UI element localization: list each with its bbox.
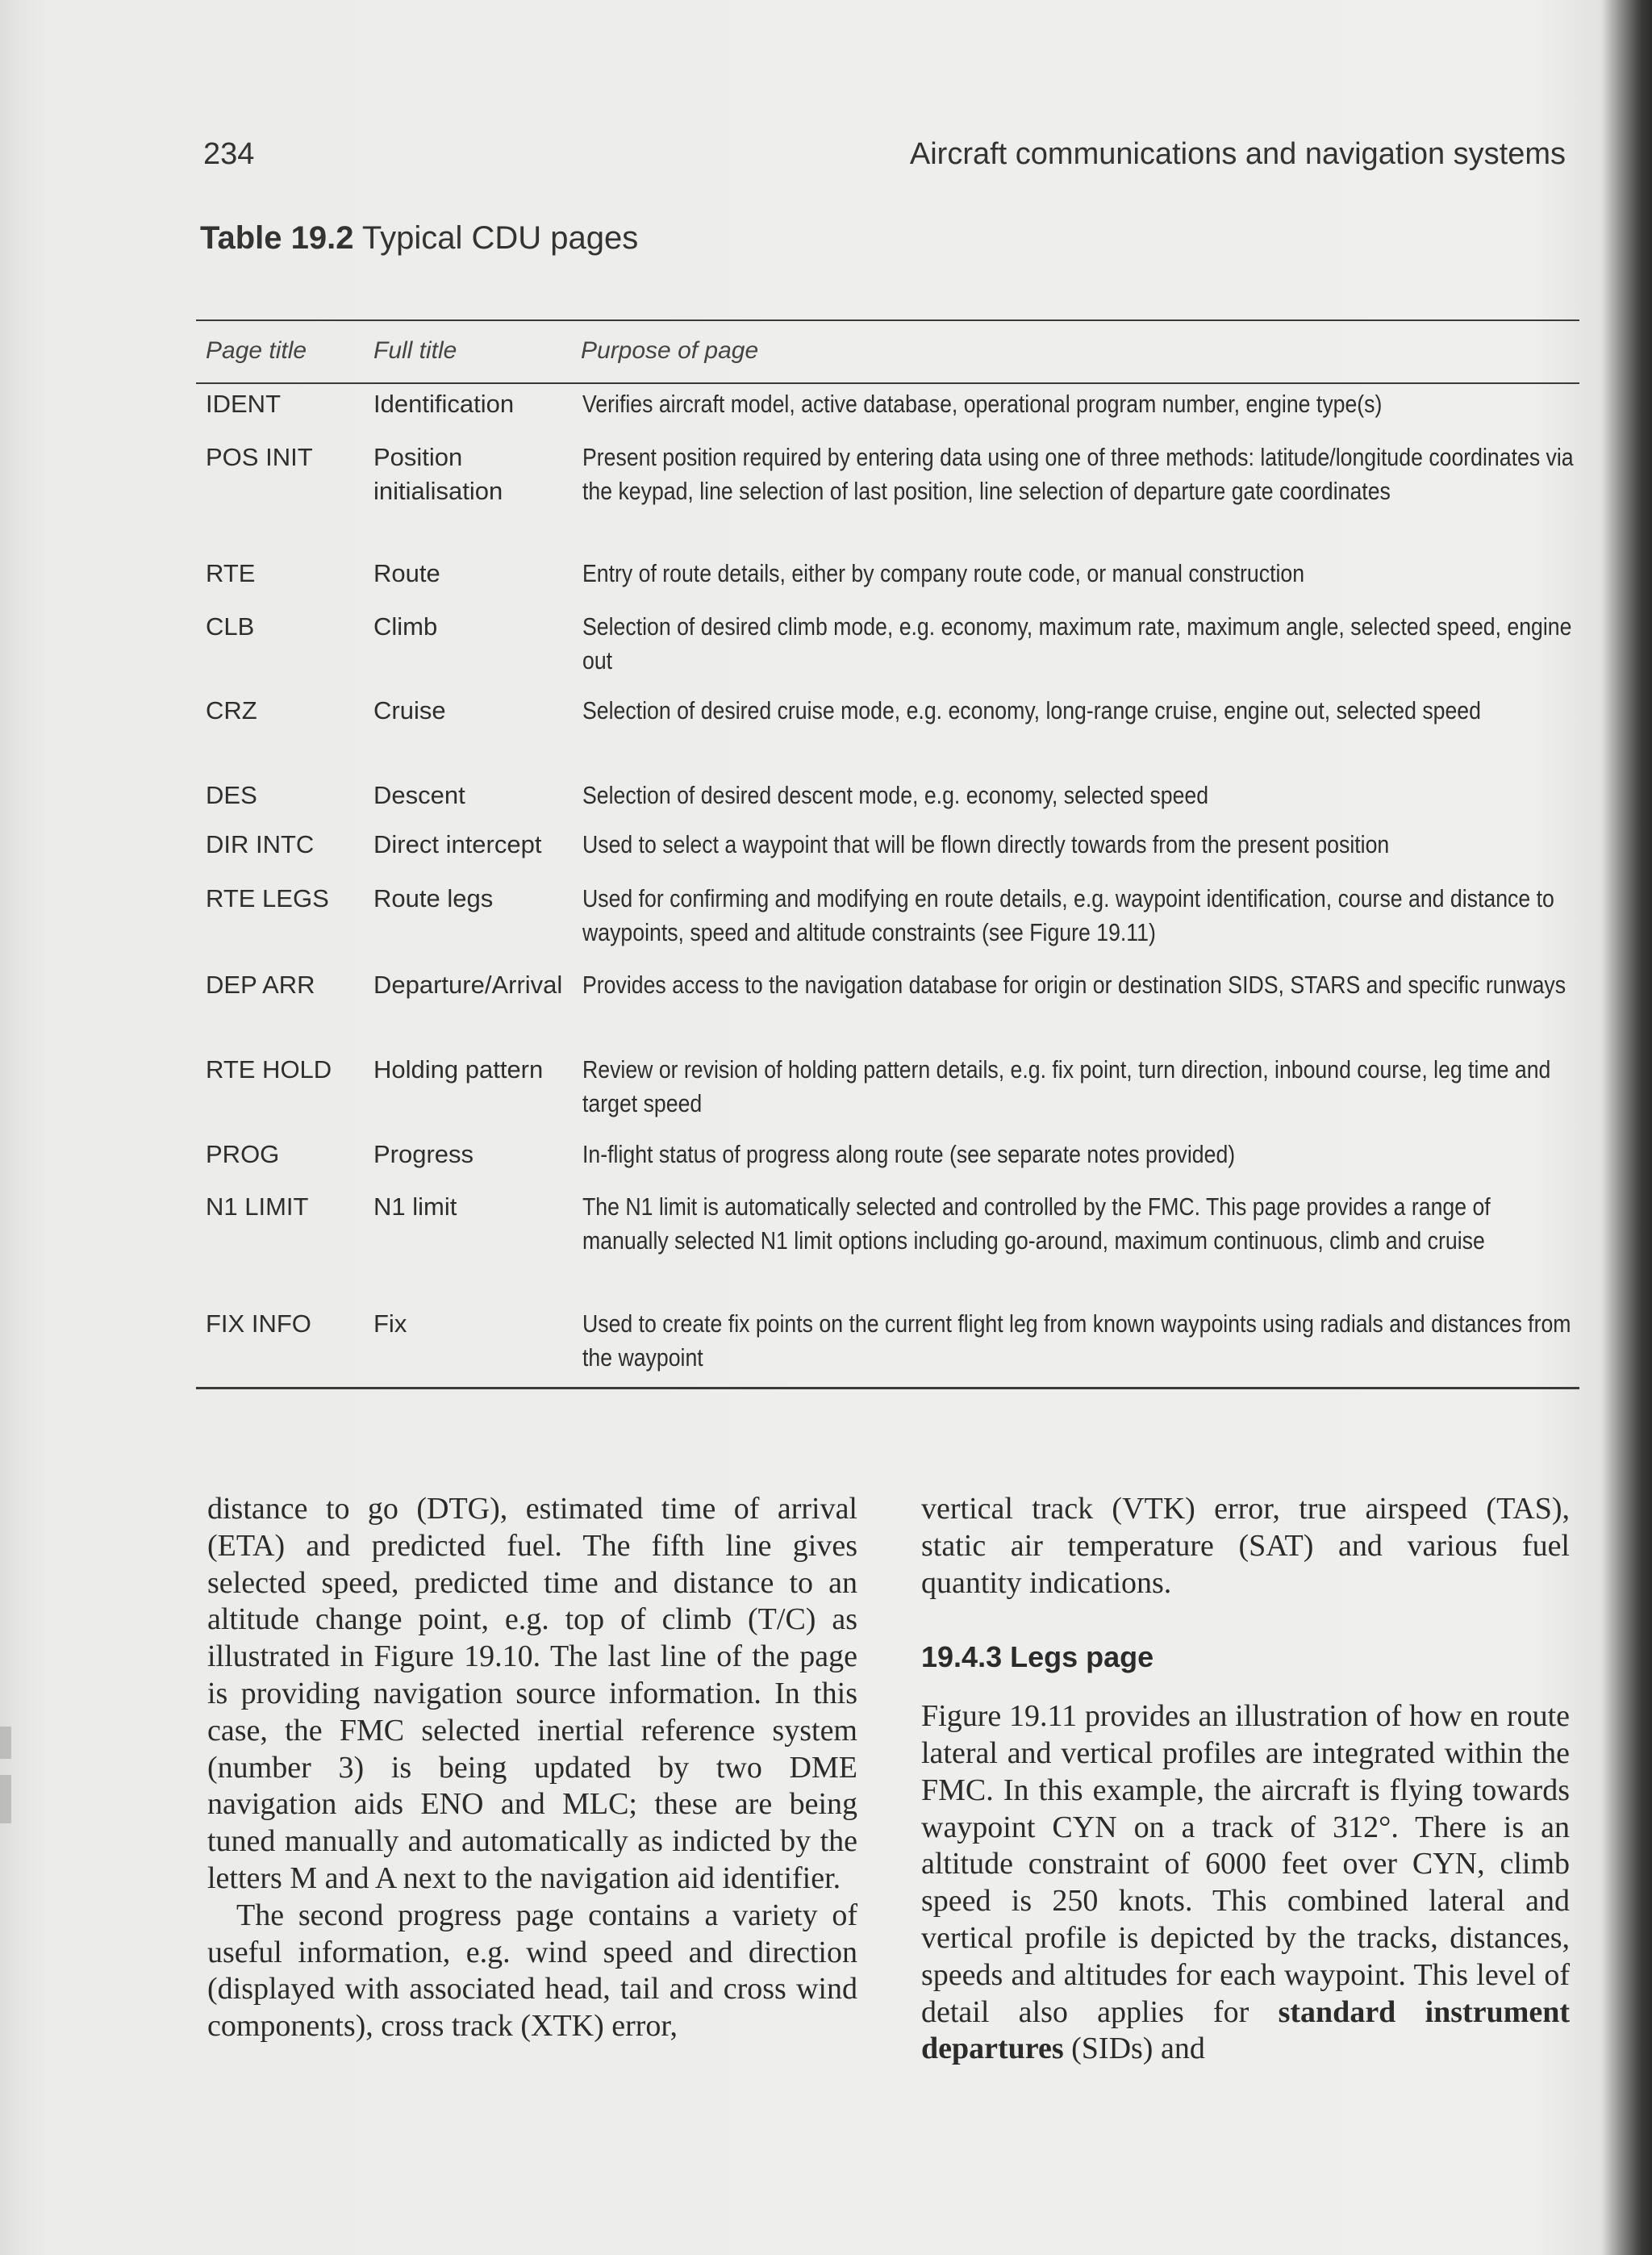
table-cell-purpose: Selection of desired descent mode, e.g. economy, selected speed — [582, 781, 1209, 809]
table-caption — [200, 220, 638, 257]
paragraph — [921, 1698, 1570, 2068]
table-cell-full-title: Progress — [373, 1140, 474, 1168]
table-cell-page-title: POS INIT — [206, 443, 313, 471]
table-cell-page-title: RTE HOLD — [206, 1055, 332, 1084]
table-cell-purpose: Entry of route details, either by company route code, or manual construction — [582, 559, 1305, 587]
table-cell-full-title: Cruise — [373, 696, 446, 725]
scan-edge-mark — [0, 1727, 11, 1759]
table-cell-page-title: RTE — [206, 559, 256, 587]
right-text-column — [921, 1491, 1570, 2068]
paragraph: The second progress page contains a variety of useful information, e.g. wind speed and direction (displayed with associated head, tail and cross wind components), cross track (XTK) error, — [207, 1898, 857, 2044]
table-cell-full-title: N1 limit — [373, 1192, 457, 1221]
table-cell-full-title: Identification — [373, 390, 515, 418]
paragraph-text: (SIDs) and — [1063, 2032, 1205, 2066]
table-cell-purpose: Verifies aircraft model, active database, operational program number, engine type(s) — [582, 390, 1383, 418]
paragraph: distance to go (DTG), estimated time of arrival (ETA) and predicted fuel. The fifth line gives selected speed, predicted time and distance to an altitude change point, e.g. top of climb (T/C) as illustrated in Figure 19.10. The last line of the page is providing navigation source information. In this case, the FMC selected inertial reference system (number 3) is being updated by two DME navigation aids ENO and MLC; these are being tuned manually and automatically as indicted by the letters M and A next to the navigation aid identifier. — [207, 1492, 857, 1895]
table-cell-page-title: N1 LIMIT — [206, 1192, 309, 1221]
scan-edge-mark — [0, 1775, 11, 1823]
table-cell-full-title: Direct intercept — [373, 830, 542, 858]
column-header-purpose: Purpose of page — [581, 337, 759, 364]
running-title: Aircraft communications and navigation systems — [909, 137, 1566, 171]
table-cell-purpose: Used to select a waypoint that will be flown directly towards from the present position — [582, 830, 1390, 858]
table-cell-purpose: Present position required by entering data using one of three methods: latitude/longitude coordinates via the keypad, line selection of last position, line selection of departure gate coordinates — [582, 443, 1574, 505]
table-cell-full-title: Route legs — [373, 884, 494, 912]
column-header-page-title: Page title — [206, 337, 307, 364]
table-cell-page-title: RTE LEGS — [206, 884, 329, 912]
table-cell-purpose: Used to create fix points on the current flight leg from known waypoints using radials and distances from the waypoint — [582, 1309, 1571, 1372]
paragraph: vertical track (VTK) error, true airspeed (TAS), static air temperature (SAT) and various fuel quantity indications. — [921, 1492, 1570, 1600]
table-cell-purpose: The N1 limit is automatically selected and controlled by the FMC. This page provides a range of manually selected N1 limit options including go-around, maximum continuous, climb and cruise — [582, 1192, 1491, 1255]
column-header-full-title: Full title — [373, 337, 457, 364]
paragraph-text: Figure 19.11 provides an illustration of how en route lateral and vertical profiles are integrated within the FMC. In this example, the aircraft is flying towards waypoint CYN on a track of 312°. There is an altitude constraint of 6000 feet over CYN, climb speed is 250 knots. This combined lateral and vertical profile is depicted by the tracks, distances, speeds and altitudes for each waypoint. This level of detail also applies for — [921, 1699, 1570, 2029]
table-cell-page-title: CRZ — [206, 696, 257, 725]
table-cell-full-title: Fix — [373, 1309, 407, 1338]
table-cell-purpose: Selection of desired cruise mode, e.g. economy, long-range cruise, engine out, selected speed — [582, 696, 1481, 725]
table-cell-purpose: Used for confirming and modifying en route details, e.g. waypoint identification, course and distance to waypoints, speed and altitude constraints (see Figure 19.11) — [582, 884, 1554, 946]
table-cell-full-title: Climb — [373, 612, 438, 641]
table-cell-purpose: Selection of desired climb mode, e.g. economy, maximum rate, maximum angle, selected speed, engine out — [582, 612, 1572, 674]
table-cell-full-title: Departure/Arrival — [373, 971, 563, 999]
table-cell-full-title: Descent — [373, 781, 465, 809]
table-cell-page-title: IDENT — [206, 390, 281, 418]
table-top-rule — [196, 319, 1579, 321]
table-cell-purpose: In-flight status of progress along route (see separate notes provided) — [582, 1140, 1236, 1168]
table-cell-full-title: Position initialisation — [373, 443, 503, 505]
table-cell-page-title: DEP ARR — [206, 971, 315, 999]
table-cell-page-title: FIX INFO — [206, 1309, 311, 1338]
table-cell-full-title: Route — [373, 559, 440, 587]
table-cell-page-title: PROG — [206, 1140, 280, 1168]
section-heading: 19.4.3 Legs page — [921, 1640, 1154, 1674]
left-text-column — [207, 1491, 857, 2045]
table-cell-page-title: DIR INTC — [206, 830, 315, 858]
table-bottom-rule — [196, 1387, 1579, 1389]
table-cell-page-title: DES — [206, 781, 257, 809]
table-caption-label: Table 19.2 — [200, 220, 354, 256]
table-cell-purpose: Review or revision of holding pattern details, e.g. fix point, turn direction, inbound course, leg time and target speed — [582, 1055, 1551, 1117]
table-cell-page-title: CLB — [206, 612, 255, 641]
table-cell-full-title: Holding pattern — [373, 1055, 544, 1084]
table-cell-purpose: Provides access to the navigation database for origin or destination SIDS, STARS and specific runways — [582, 971, 1566, 999]
bold-term: standard instrument departures — [921, 1994, 1571, 2066]
table-header-rule — [196, 382, 1579, 384]
page-number: 234 — [203, 137, 255, 171]
table-caption-text: Typical CDU pages — [361, 220, 639, 256]
